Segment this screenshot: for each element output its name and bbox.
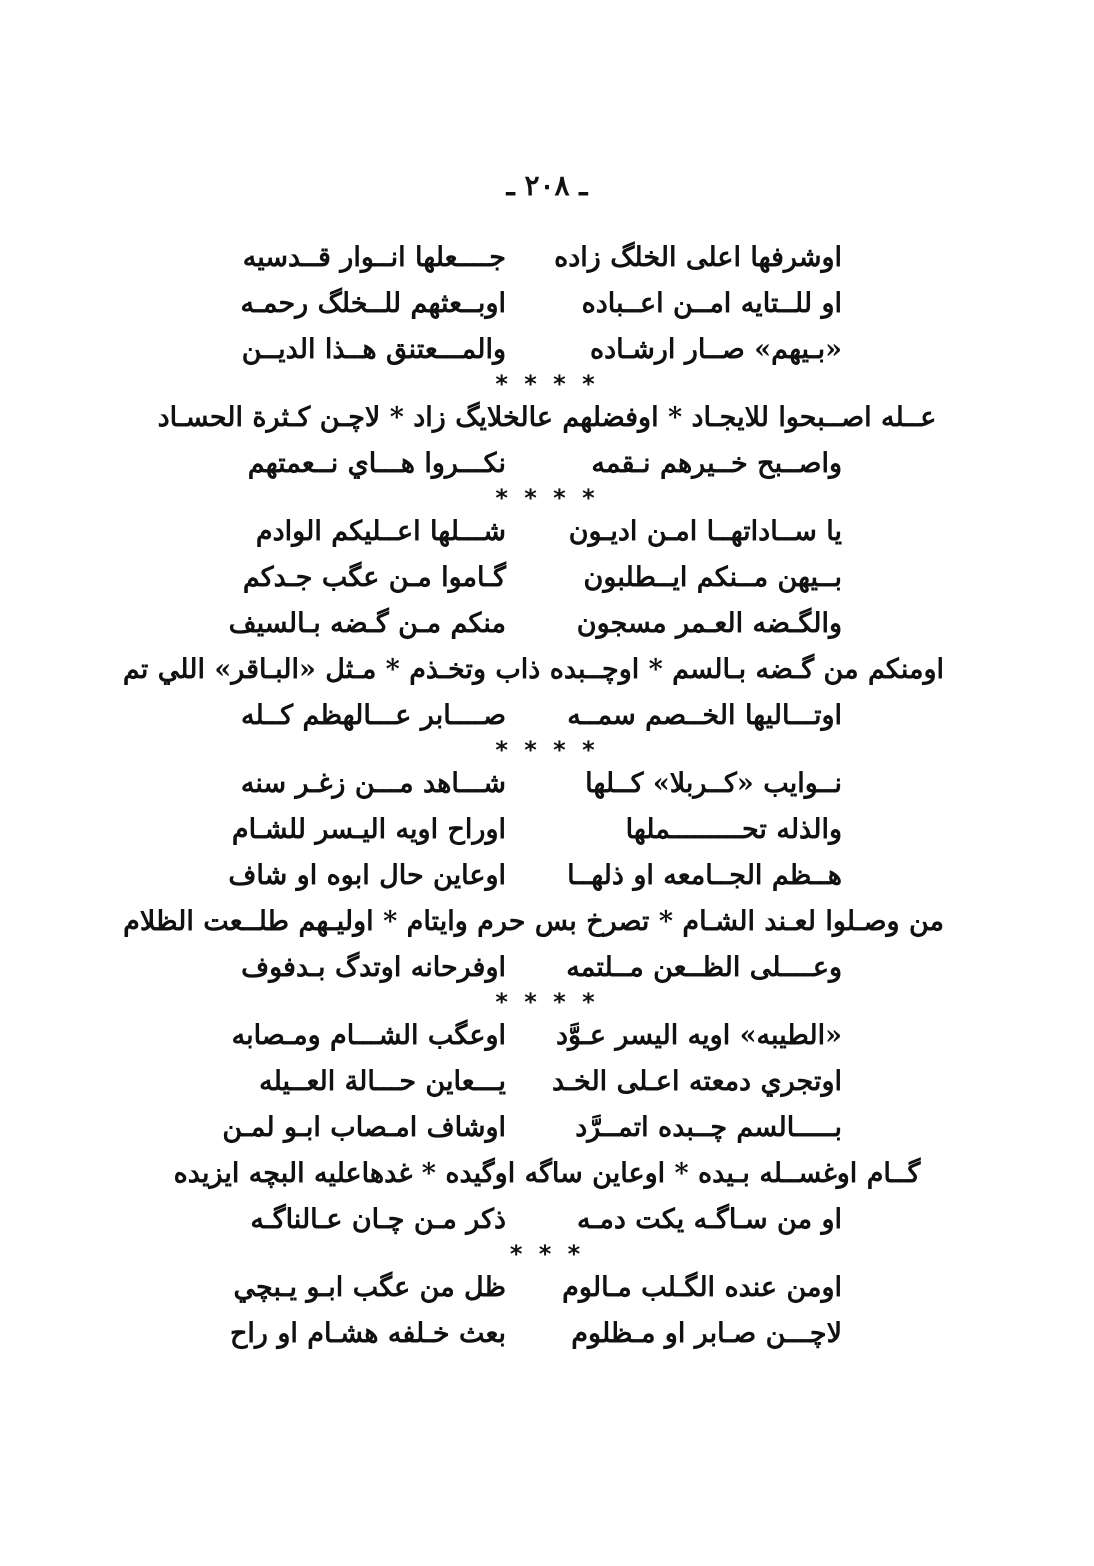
verse-line — [0, 1197, 1094, 1243]
verse-line — [0, 441, 1094, 487]
verse-second-hemistich: والگـضه العـمر مسجون — [576, 608, 842, 639]
verse-second-hemistich: اوتـــاليها الخــصم سمــه — [567, 700, 842, 731]
verse-first-hemistich: يـــعاين حـــالة العــيله — [259, 1066, 506, 1097]
verse-first-hemistich: گـاموا مـن عگب جـدكم — [242, 562, 506, 593]
verse-first-hemistich: اوبــعثهم للــخلگ رحمـه — [240, 288, 506, 319]
verse-second-hemistich: او من سـاگـه يكت دمـه — [577, 1204, 842, 1235]
verse-first-hemistich: ظل من عگب ابـو يـبچي — [233, 1272, 506, 1303]
verse-first-hemistich: شـــلها اعــليكم الوادم — [255, 516, 506, 547]
verse-first-hemistich: اوعاين حال ابوه او شاف — [228, 860, 506, 891]
stanza-separator: * * * — [509, 1240, 585, 1268]
verse-second-hemistich: وعــــلى الظــعن مــلتمه — [566, 952, 842, 983]
refrain-line: گــام اوغســله بـيده * اوعاين ساگه اوگيده * غدهاعليه البچه ايزيده — [173, 1158, 921, 1189]
refrain-line: اومنكم من گـضه بـالسم * اوچــبده ذاب وتخـذم * مـثل «البـاقر» اللي تم — [122, 654, 944, 685]
stanza-separator: * * * * — [495, 736, 599, 764]
poem-body — [0, 235, 1094, 1357]
verse-line — [0, 761, 1094, 807]
verse-second-hemistich: اومن عنده الگـلب مـالوم — [562, 1272, 842, 1303]
verse-second-hemistich: اوشرفها اعلى الخلگ زاده — [554, 242, 842, 273]
verse-line — [0, 601, 1094, 647]
verse-line — [0, 509, 1094, 555]
verse-line — [0, 1265, 1094, 1311]
verse-line — [0, 327, 1094, 373]
verse-first-hemistich: والمـــعتنق هــذا الديــن — [241, 334, 506, 365]
refrain-line: من وصـلوا لعـند الشـام * تصرخ بس حرم وايتام * اوليـهم طلــعت الظلام — [123, 906, 944, 937]
verse-line — [0, 853, 1094, 899]
page-number: ـ ٢٠٨ ـ — [506, 169, 588, 202]
verse-second-hemistich: بــيهن مــنكم ايــطلبون — [583, 562, 842, 593]
verse-line — [0, 945, 1094, 991]
verse-second-hemistich: «بـيهم» صــار ارشـاده — [589, 334, 842, 365]
verse-line — [0, 1013, 1094, 1059]
stanza-separator: * * * * — [495, 988, 599, 1016]
verse-line — [0, 1059, 1094, 1105]
verse-first-hemistich: بعث خـلفه هشـام او راح — [229, 1318, 506, 1349]
verse-first-hemistich: اوعگب الشـــام ومـصابه — [231, 1020, 506, 1051]
verse-second-hemistich: لاچـــن صـابر او مـظلوم — [571, 1318, 842, 1349]
verse-line — [0, 235, 1094, 281]
verse-second-hemistich: اوتجري دمعته اعـلى الخـد — [551, 1066, 842, 1097]
verse-first-hemistich: اوشاف امـصاب ابـو لمـن — [222, 1112, 506, 1143]
verse-first-hemistich: صــــابر عـــالهظم كــله — [241, 700, 506, 731]
verse-line — [0, 693, 1094, 739]
verse-first-hemistich: جــــعلها انــوار قــدسيه — [242, 242, 506, 273]
verse-first-hemistich: منكم مـن گـضه بـالسيف — [228, 608, 506, 639]
verse-first-hemistich: اوفرحانه اوتدگ بـدفوف — [241, 952, 506, 983]
verse-second-hemistich: نــوايب «كــربلا» كــلها — [585, 768, 842, 799]
verse-first-hemistich: نكـــروا هـــاي نــعمتهم — [247, 448, 506, 479]
stanza-separator: * * * * — [495, 484, 599, 512]
verse-first-hemistich: اوراح اويه اليـسر للشـام — [231, 814, 506, 845]
verse-second-hemistich: واصــبح خــيرهم نـقمه — [591, 448, 842, 479]
stanza-separator: * * * * — [495, 370, 599, 398]
verse-line — [0, 1105, 1094, 1151]
verse-first-hemistich: ذكر مـن چـان عـالناگـه — [250, 1204, 506, 1235]
verse-line — [0, 807, 1094, 853]
verse-line — [0, 555, 1094, 601]
verse-second-hemistich: او للــتايه امــن اعــباده — [581, 288, 842, 319]
verse-line — [0, 1311, 1094, 1357]
verse-second-hemistich: والذله تحـــــــــملها — [625, 814, 842, 845]
verse-second-hemistich: «الطيبه» اويه اليسر عـوَّد — [556, 1020, 842, 1051]
verse-line — [0, 281, 1094, 327]
verse-second-hemistich: هــظم الجــامعه او ذلهــا — [567, 860, 842, 891]
verse-second-hemistich: بـــــالسم چــبده اتمــرَّد — [575, 1112, 842, 1143]
refrain-line: عــله اصــبحوا للايجـاد * اوفضلهم عالخلايگ زاد * لاچـن كـثرة الحسـاد — [157, 402, 937, 433]
verse-second-hemistich: يا ســاداتهــا امـن اديـون — [568, 516, 842, 547]
verse-first-hemistich: شـــاهد مـــن زغـر سنه — [240, 768, 506, 799]
